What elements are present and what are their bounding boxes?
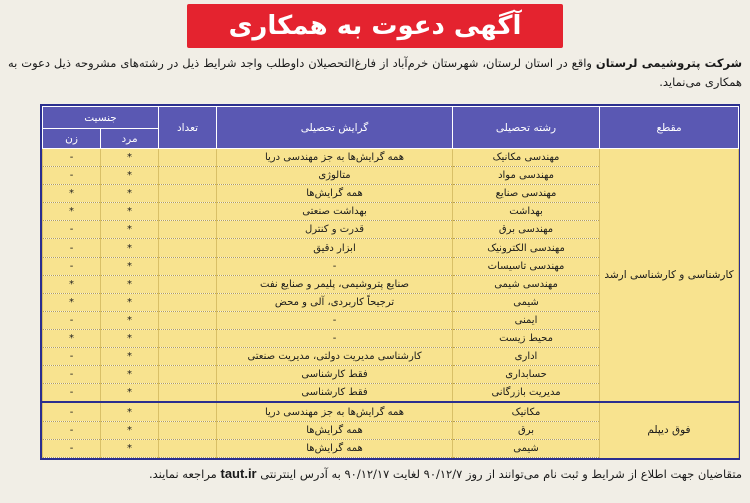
male-cell: * — [101, 203, 159, 221]
female-cell: - — [43, 257, 101, 275]
orientation-cell: کارشناسی مدیریت دولتی، مدیریت صنعتی — [217, 348, 453, 366]
female-cell: - — [43, 167, 101, 185]
field-cell: مهندسی شیمی — [453, 275, 600, 293]
field-cell: محیط زیست — [453, 329, 600, 347]
female-cell: - — [43, 149, 101, 167]
table-row — [43, 402, 739, 421]
male-cell: * — [101, 366, 159, 384]
count-cell — [159, 384, 217, 403]
male-cell: * — [101, 384, 159, 403]
male-cell: * — [101, 439, 159, 457]
field-cell: بهداشت — [453, 203, 600, 221]
page-title: آگهی دعوت به همکاری — [228, 11, 522, 41]
field-cell: مکانیک — [453, 402, 600, 421]
count-cell — [159, 257, 217, 275]
orientation-cell: - — [217, 329, 453, 347]
field-cell: شیمی — [453, 439, 600, 457]
field-cell: حسابداری — [453, 366, 600, 384]
count-cell — [159, 348, 217, 366]
count-cell — [159, 366, 217, 384]
male-cell: * — [101, 311, 159, 329]
female-cell: * — [43, 275, 101, 293]
female-cell: - — [43, 366, 101, 384]
orientation-cell: - — [217, 311, 453, 329]
orientation-cell: ابزار دقیق — [217, 239, 453, 257]
male-cell: * — [101, 402, 159, 421]
male-cell: * — [101, 421, 159, 439]
male-cell: * — [101, 167, 159, 185]
orientation-cell: بهداشت صنعتی — [217, 203, 453, 221]
count-cell — [159, 239, 217, 257]
orientation-cell: ترجیحاً کاربردی، آلی و محض — [217, 293, 453, 311]
table-row — [43, 149, 739, 167]
orientation-cell: فقط کارشناسی — [217, 366, 453, 384]
count-cell — [159, 421, 217, 439]
header-gender: جنسیت — [43, 107, 159, 129]
count-cell — [159, 275, 217, 293]
male-cell: * — [101, 329, 159, 347]
count-cell — [159, 149, 217, 167]
count-cell — [159, 203, 217, 221]
footer-note — [8, 465, 742, 483]
positions-table — [40, 104, 740, 460]
female-cell: - — [43, 439, 101, 457]
field-cell: برق — [453, 421, 600, 439]
female-cell: - — [43, 239, 101, 257]
header-count: تعداد — [159, 107, 217, 149]
male-cell: * — [101, 293, 159, 311]
field-cell: مهندسی برق — [453, 221, 600, 239]
header-male: مرد — [101, 129, 159, 149]
count-cell — [159, 329, 217, 347]
male-cell: * — [101, 185, 159, 203]
company-name: شرکت پتروشیمی لرستان — [595, 56, 743, 70]
male-cell: * — [101, 239, 159, 257]
male-cell: * — [101, 221, 159, 239]
count-cell — [159, 311, 217, 329]
field-cell: مهندسی مواد — [453, 167, 600, 185]
female-cell: - — [43, 402, 101, 421]
female-cell: - — [43, 311, 101, 329]
level-cell: کارشناسی و کارشناسی ارشد — [600, 149, 739, 403]
header-level: مقطع — [600, 107, 739, 149]
female-cell: - — [43, 384, 101, 403]
field-cell: مهندسی صنایع — [453, 185, 600, 203]
level-cell: فوق دیپلم — [600, 402, 739, 457]
orientation-cell: همه گرایش‌ها — [217, 421, 453, 439]
footer-tail: مراجعه نمایند. — [148, 467, 217, 481]
female-cell: * — [43, 293, 101, 311]
female-cell: * — [43, 329, 101, 347]
field-cell: شیمی — [453, 293, 600, 311]
female-cell: * — [43, 185, 101, 203]
orientation-cell: همه گرایش‌ها — [217, 185, 453, 203]
count-cell — [159, 402, 217, 421]
male-cell: * — [101, 275, 159, 293]
count-cell — [159, 185, 217, 203]
intro-text: واقع در استان لرستان، شهرستان خرم‌آباد از فارغ‌التحصیلان داوطلب واجد شرایط ذیل در رشته‌های مشروحه ذیل دعوت به همکاری می‌نماید. — [8, 56, 742, 89]
orientation-cell: همه گرایش‌ها به جز مهندسی دریا — [217, 149, 453, 167]
male-cell: * — [101, 257, 159, 275]
intro-paragraph — [8, 54, 742, 92]
female-cell: - — [43, 421, 101, 439]
count-cell — [159, 167, 217, 185]
orientation-cell: همه گرایش‌ها به جز مهندسی دریا — [217, 402, 453, 421]
title-banner — [187, 4, 563, 48]
male-cell: * — [101, 348, 159, 366]
header-female: زن — [43, 129, 101, 149]
field-cell: مهندسی الکترونیک — [453, 239, 600, 257]
website-link[interactable]: taut.ir — [220, 466, 257, 481]
orientation-cell: متالوژی — [217, 167, 453, 185]
orientation-cell: قدرت و کنترل — [217, 221, 453, 239]
count-cell — [159, 293, 217, 311]
female-cell: * — [43, 203, 101, 221]
orientation-cell: همه گرایش‌ها — [217, 439, 453, 457]
orientation-cell: صنایع پتروشیمی، پلیمر و صنایع نفت — [217, 275, 453, 293]
header-orientation: گرایش تحصیلی — [217, 107, 453, 149]
field-cell: اداری — [453, 348, 600, 366]
orientation-cell: - — [217, 257, 453, 275]
female-cell: - — [43, 348, 101, 366]
male-cell: * — [101, 149, 159, 167]
field-cell: ایمنی — [453, 311, 600, 329]
count-cell — [159, 221, 217, 239]
header-field: رشته تحصیلی — [453, 107, 600, 149]
female-cell: - — [43, 221, 101, 239]
orientation-cell: فقط کارشناسی — [217, 384, 453, 403]
field-cell: مهندسی تاسیسات — [453, 257, 600, 275]
count-cell — [159, 439, 217, 457]
field-cell: مدیریت بازرگانی — [453, 384, 600, 403]
field-cell: مهندسی مکانیک — [453, 149, 600, 167]
footer-text: متقاضیان جهت اطلاع از شرایط و ثبت نام می‌توانند از روز ۹۰/۱۲/۷ لغایت ۹۰/۱۲/۱۷ به آدرس اینترنتی — [260, 467, 742, 481]
